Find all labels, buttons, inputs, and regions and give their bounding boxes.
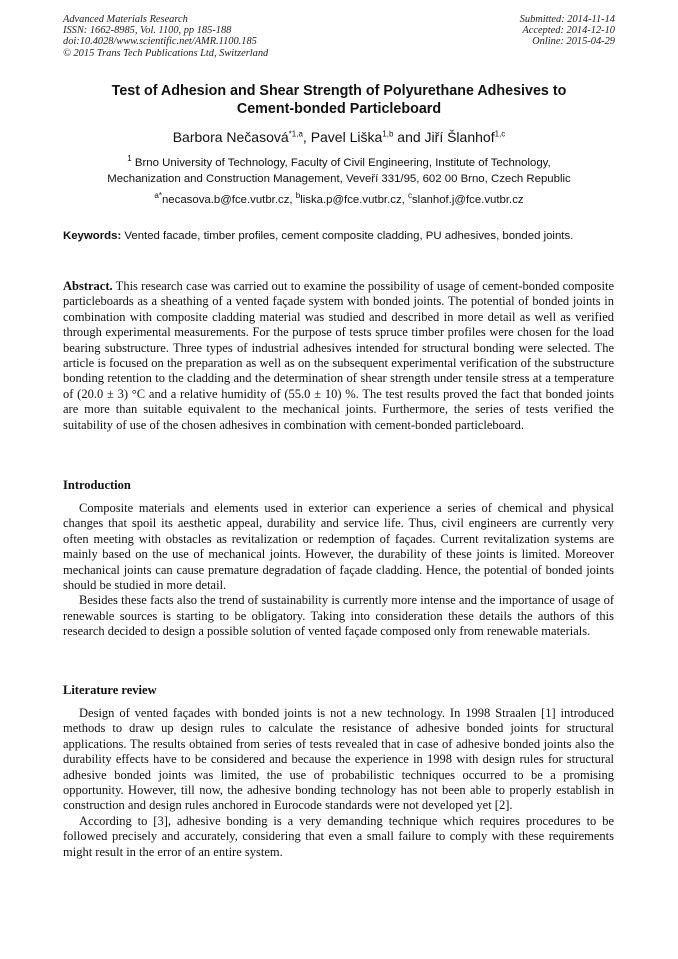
- affiliation: [60, 155, 618, 187]
- keywords-text: Vented facade, timber profiles, cement composite cladding, PU adhesives, bonded joints.: [121, 230, 574, 242]
- journal-name: Advanced Materials Research: [63, 14, 188, 25]
- online-date: Online: 2015-04-29: [532, 36, 615, 48]
- introduction-section: [63, 501, 614, 640]
- affiliation-line-2: Mechanization and Construction Management, Veveří 331/95, 602 00 Brno, Czech Republic: [107, 173, 571, 185]
- author-1: Barbora Nečasová: [172, 129, 289, 145]
- affiliation-number: 1: [127, 154, 132, 164]
- abstract-text: This research case was carried out to examine the possibility of usage of cement-bonded composite particleboards as a sheathing of a vented façade system with bonded joints. The potential of bonded joints in combination with composite cladding material was studied and described in more detail as well as verified through experimental measurements. For the purpose of tests spruce timber profiles were chosen for the load bearing substructure. Three types of industrial adhesives intended for structural bonding were selected. The article is focused on the preparation as well as on the subsequent experimental verification of the substructure bonding retention to the cladding and the determination of shear strength under tensile stress at a temperature of (20.0 ± 3) °C and a relative humidity of (55.0 ± 10) %. The test results proved the fact that bonded joints are more than suitable equivalent to the mechanical joints. Furthermore, the series of tests verified the suitability of use of the chosen adhesives in combination with cement-bonded particleboard.: [63, 279, 614, 432]
- email-c-marker: c: [407, 191, 412, 201]
- author-list: [60, 128, 618, 146]
- author-2: Pavel Liška: [310, 129, 383, 145]
- affiliation-line-1: Brno University of Technology, Faculty of Civil Engineering, Institute of Technology,: [131, 157, 551, 169]
- email-list: [60, 192, 618, 208]
- author-1-affil: *1,a: [288, 129, 303, 139]
- paragraph: Design of vented façades with bonded joints is not a new technology. In 1998 Straalen [1] introduced methods to draw up design rules to calculate the resistance of adhesive bonded joints for structural applications. The results obtained from series of tests revealed that in case of adhesive bonded joints also the durability effects have to be considered and because the experience in 1998 with design rules for structural adhesive bonded joints was limited, the use of probabilistic techniques occurred to be a promising opportunity. However, till now, the adhesive bonding technology has not been able to properly establish in construction and design rules anchored in Eurocode standards were not developed yet [2].: [63, 706, 614, 813]
- paragraph: Besides these facts also the trend of sustainability is currently more intense and the importance of usage of renewable sources is starting to be obligatory. Taking into consideration these details the authors of this research decided to design a possible solution of vented façade composed only from renewable materials.: [63, 593, 614, 639]
- title-line-2: Cement-bonded Particleboard: [236, 101, 442, 117]
- copyright-line: © 2015 Trans Tech Publications Ltd, Switzerland: [63, 47, 269, 59]
- accepted-date: Accepted: 2014-12-10: [522, 25, 615, 37]
- email-a: necasova.b@fce.vutbr.cz,: [161, 194, 296, 206]
- section-heading-introduction: Introduction: [63, 478, 131, 492]
- author-3-affil: 1,c: [494, 129, 506, 139]
- abstract: [63, 279, 614, 433]
- email-b-marker: b: [295, 191, 301, 201]
- author-separator: ,: [302, 129, 311, 145]
- author-2-affil: 1,b: [382, 129, 394, 139]
- journal-info: [63, 14, 268, 59]
- paragraph: Composite materials and elements used in exterior can experience a series of chemical and physical changes that spoil its aesthetic appeal, durability and service life. Thus, civil engineers are currently very often meeting with obstacles as revitalization or redemption of façades. Current revitalization systems are mainly based on the use of mechanical joints. However, the durability of these joints is limited. Moreover mechanical joints can cause premature degradation of façade cladding. Hence, the potential of bonded joints should be studied in more detail.: [63, 501, 614, 593]
- paragraph: According to [3], adhesive bonding is a very demanding technique which requires procedures to be followed precisely and accurately, considering that even a small failure to comply with these requirements might result in the error of an entire system.: [63, 813, 614, 859]
- keywords-label: Keywords:: [63, 230, 122, 242]
- author-separator: and: [393, 129, 425, 145]
- email-a-marker: a*: [154, 191, 162, 201]
- email-b: liska.p@fce.vutbr.cz,: [300, 194, 408, 206]
- email-c: slanhof.j@fce.vutbr.cz: [411, 194, 524, 206]
- publication-dates: [520, 14, 615, 48]
- title-line-1: Test of Adhesion and Shear Strength of Polyurethane Adhesives to: [111, 83, 567, 99]
- paper-title: [60, 82, 618, 118]
- submitted-date: Submitted: 2014-11-14: [519, 14, 615, 25]
- author-3: Jiří Šlanhof: [424, 129, 495, 145]
- abstract-label: Abstract.: [63, 279, 113, 293]
- doi-line: doi:10.4028/www.scientific.net/AMR.1100.185: [63, 36, 257, 48]
- literature-review-section: [63, 706, 614, 860]
- section-heading-literature-review: Literature review: [63, 683, 157, 697]
- issn-line: ISSN: 1662-8985, Vol. 1100, pp 185-188: [63, 25, 232, 37]
- keywords: [63, 229, 614, 245]
